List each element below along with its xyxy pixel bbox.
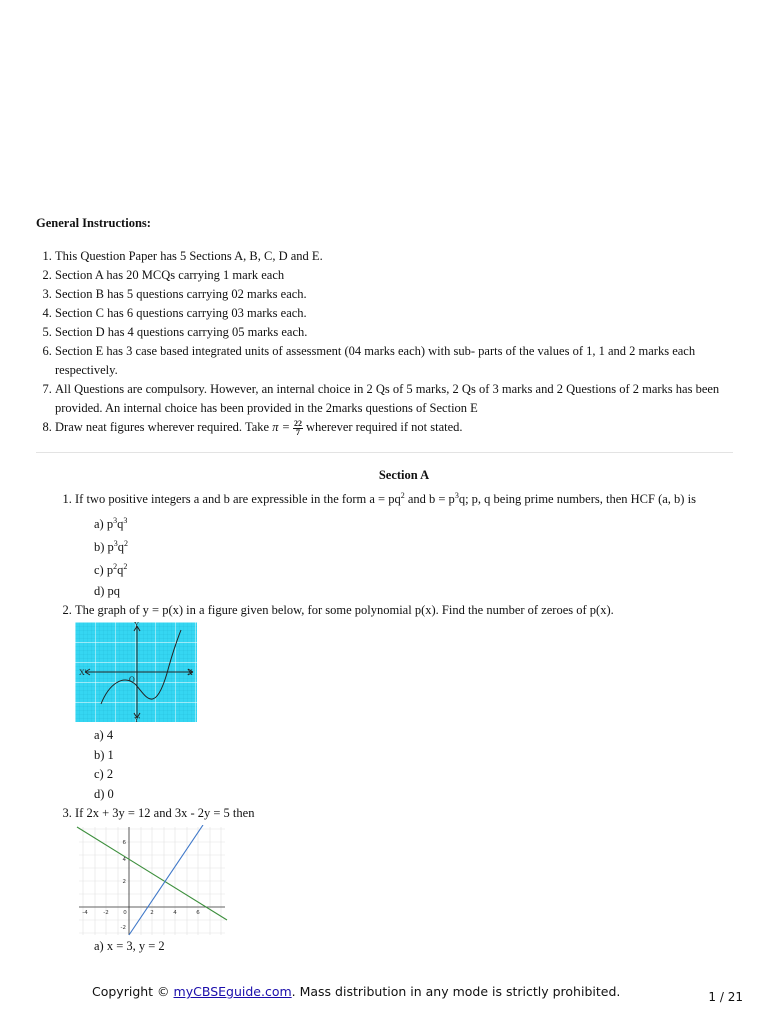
option-text: q (117, 540, 125, 554)
y-tick-labels (121, 840, 127, 931)
option-b (94, 536, 735, 559)
pi-fraction (293, 420, 303, 437)
y-label: Y (134, 622, 140, 629)
exponent: 3 (454, 491, 459, 500)
option-d: d) pq (94, 584, 121, 598)
instruction-text: wherever required if not stated. (306, 420, 463, 434)
copyright-footer (92, 984, 620, 999)
option-a (94, 513, 735, 536)
question-text: q; p, q being prime numbers, then HCF (a, b) is (458, 492, 696, 506)
question-1 (75, 490, 735, 601)
exponent: 3 (113, 539, 118, 548)
footer-text: . Mass distribution in any mode is strictly prohibited. (291, 984, 621, 999)
exponent: 2 (113, 562, 118, 571)
instruction-item: 3. Section B has 5 questions carrying 02 marks each. (55, 285, 755, 304)
y-tick: 4 (122, 857, 126, 863)
instruction-item-8 (55, 418, 755, 437)
exponent: 2 (400, 491, 405, 500)
x-tick: -2 (103, 910, 109, 916)
x-tick: 2 (150, 910, 154, 916)
options-list (75, 937, 735, 957)
x-neg-label: X' (79, 668, 87, 677)
options-list (75, 513, 735, 601)
pi-symbol: π = (272, 420, 291, 434)
question-3 (75, 804, 735, 957)
mycbseguide-link[interactable]: myCBSEguide.com (173, 984, 292, 999)
exponent: 2 (124, 539, 129, 548)
instruction-item: 1. This Question Paper has 5 Sections A, B, C, D and E. (55, 247, 755, 266)
instruction-item: 5. Section D has 4 questions carrying 05 marks each. (55, 323, 755, 342)
option-text: q (117, 563, 124, 577)
question-2 (75, 601, 735, 804)
y-tick: 2 (122, 879, 126, 885)
fraction-denominator: 7 (296, 427, 301, 437)
options-list (75, 726, 735, 804)
option-d: d) 0 (94, 786, 114, 801)
option-text: b) p (94, 540, 114, 554)
questions-list (56, 490, 735, 957)
option-a: a) 4 (94, 728, 114, 742)
linear-equations-graph (75, 825, 229, 937)
line-3x-minus-2y-eq-5 (129, 825, 203, 935)
option-text: q (117, 517, 124, 531)
x-tick: 6 (196, 910, 200, 916)
y-tick: -2 (120, 925, 126, 931)
x-label: X (187, 668, 193, 677)
instructions-title: General Instructions: (36, 216, 151, 230)
option-c (94, 559, 735, 582)
section-divider (36, 452, 733, 453)
x-tick: 0 (123, 910, 127, 916)
instruction-item: 4. Section C has 6 questions carrying 03 marks each. (55, 304, 755, 323)
footer-text: Copyright © (92, 984, 174, 999)
exponent: 3 (113, 516, 118, 525)
fraction-numerator: 22 (294, 418, 303, 428)
question-text: If two positive integers a and b are expressible in the form a = pq (75, 492, 401, 506)
option-b: b) 1 (94, 747, 114, 762)
option-text: c) p (94, 563, 114, 577)
instruction-item: 6. Section E has 3 case based integrated units of assessment (04 marks each) with sub- parts of the values of 1, 1 and 2 marks each respectively. (55, 342, 755, 380)
instruction-text: Draw neat figures wherever required. Take (55, 420, 270, 434)
question-text: If 2x + 3y = 12 and 3x - 2y = 5 then (75, 806, 255, 820)
question-text: and b = p (404, 492, 455, 506)
exponent: 3 (123, 516, 128, 525)
x-tick: -4 (82, 910, 88, 916)
origin-label: O (129, 675, 135, 684)
exponent: 2 (123, 562, 128, 571)
y-tick: 6 (122, 840, 126, 846)
instructions-list (36, 247, 755, 437)
y-neg-label: Y' (134, 716, 141, 722)
question-text: The graph of y = p(x) in a figure given below, for some polynomial p(x). Find the number of zeroes of p(x). (75, 603, 614, 617)
instruction-item: 2. Section A has 20 MCQs carrying 1 mark each (55, 266, 755, 285)
instruction-item: 7. All Questions are compulsory. However, an internal choice in 2 Qs of 5 marks, 2 Qs of 3 marks and 2 Questions of 2 marks has been provided. An internal choice has been provided in the 2marks questions of Section E (55, 380, 755, 418)
option-a: a) x = 3, y = 2 (94, 939, 165, 953)
option-c: c) 2 (94, 767, 114, 781)
polynomial-graph-figure (75, 622, 197, 722)
page-number: 1 / 21 (708, 990, 743, 1004)
option-text: a) p (94, 517, 114, 531)
x-tick: 4 (173, 910, 177, 916)
graph-grid (79, 827, 225, 935)
section-title: Section A (378, 468, 430, 482)
